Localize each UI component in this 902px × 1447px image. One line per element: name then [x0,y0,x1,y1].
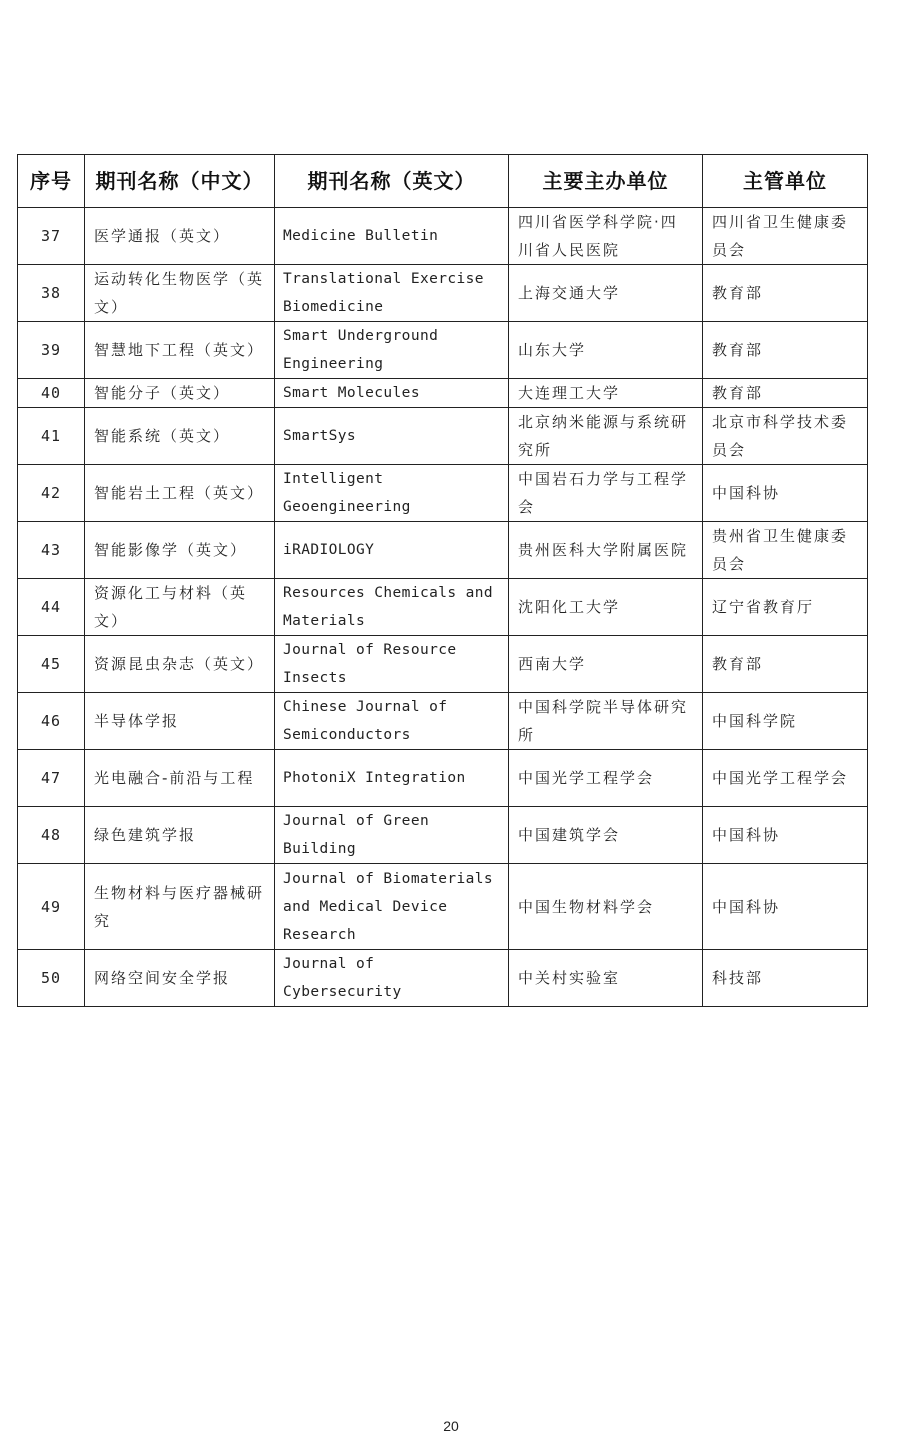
table-row [18,864,868,950]
cell-main-sponsor: 中国岩石力学与工程学会 [509,465,703,522]
cell-serial-number: 46 [18,693,85,750]
cell-main-sponsor: 北京纳米能源与系统研究所 [509,408,703,465]
table-row [18,379,868,408]
cell-main-sponsor: 大连理工大学 [509,379,703,408]
table-header-row [18,155,868,208]
cell-serial-number: 47 [18,750,85,807]
cell-serial-number: 44 [18,579,85,636]
table-row [18,579,868,636]
cell-journal-name-english: Journal of Cybersecurity [275,950,509,1007]
cell-main-sponsor: 中国生物材料学会 [509,864,703,950]
table-row [18,807,868,864]
cell-journal-name-english: Smart Molecules [275,379,509,408]
cell-journal-name-chinese: 半导体学报 [85,693,275,750]
cell-journal-name-english: SmartSys [275,408,509,465]
cell-supervising-unit: 北京市科学技术委员会 [703,408,868,465]
cell-supervising-unit: 辽宁省教育厅 [703,579,868,636]
cell-supervising-unit: 贵州省卫生健康委员会 [703,522,868,579]
header-serial-number: 序号 [18,155,85,208]
cell-supervising-unit: 教育部 [703,322,868,379]
cell-main-sponsor: 上海交通大学 [509,265,703,322]
cell-main-sponsor: 西南大学 [509,636,703,693]
cell-main-sponsor: 中国科学院半导体研究所 [509,693,703,750]
cell-supervising-unit: 中国科学院 [703,693,868,750]
cell-journal-name-english: Journal of Biomaterials and Medical Device Research [275,864,509,950]
cell-journal-name-chinese: 网络空间安全学报 [85,950,275,1007]
cell-main-sponsor: 中关村实验室 [509,950,703,1007]
cell-journal-name-chinese: 医学通报（英文） [85,208,275,265]
journal-table [17,154,868,1007]
table-row [18,750,868,807]
cell-serial-number: 38 [18,265,85,322]
table-row [18,522,868,579]
table-row [18,465,868,522]
cell-supervising-unit: 教育部 [703,265,868,322]
cell-journal-name-english: Translational Exercise Biomedicine [275,265,509,322]
cell-serial-number: 41 [18,408,85,465]
header-supervising-unit: 主管单位 [703,155,868,208]
cell-serial-number: 45 [18,636,85,693]
header-journal-name-english: 期刊名称（英文） [275,155,509,208]
header-main-sponsor: 主要主办单位 [509,155,703,208]
cell-supervising-unit: 教育部 [703,636,868,693]
cell-supervising-unit: 中国科协 [703,465,868,522]
table-row [18,322,868,379]
cell-journal-name-english: Intelligent Geoengineering [275,465,509,522]
table-row [18,208,868,265]
table-row [18,693,868,750]
cell-serial-number: 40 [18,379,85,408]
cell-journal-name-chinese: 资源化工与材料（英文） [85,579,275,636]
cell-supervising-unit: 中国科协 [703,807,868,864]
table-row [18,636,868,693]
cell-journal-name-english: Journal of Resource Insects [275,636,509,693]
cell-main-sponsor: 贵州医科大学附属医院 [509,522,703,579]
table-row [18,950,868,1007]
cell-journal-name-chinese: 智能分子（英文） [85,379,275,408]
table-row [18,408,868,465]
cell-journal-name-english: Resources Chemicals and Materials [275,579,509,636]
cell-journal-name-chinese: 智能系统（英文） [85,408,275,465]
cell-journal-name-chinese: 智能影像学（英文） [85,522,275,579]
cell-journal-name-chinese: 生物材料与医疗器械研究 [85,864,275,950]
cell-serial-number: 39 [18,322,85,379]
cell-journal-name-english: PhotoniX Integration [275,750,509,807]
cell-journal-name-chinese: 智慧地下工程（英文） [85,322,275,379]
cell-main-sponsor: 四川省医学科学院·四川省人民医院 [509,208,703,265]
cell-serial-number: 50 [18,950,85,1007]
cell-main-sponsor: 山东大学 [509,322,703,379]
cell-serial-number: 37 [18,208,85,265]
cell-serial-number: 43 [18,522,85,579]
cell-supervising-unit: 中国光学工程学会 [703,750,868,807]
cell-main-sponsor: 中国光学工程学会 [509,750,703,807]
cell-main-sponsor: 沈阳化工大学 [509,579,703,636]
header-journal-name-chinese: 期刊名称（中文） [85,155,275,208]
cell-main-sponsor: 中国建筑学会 [509,807,703,864]
cell-journal-name-english: Journal of Green Building [275,807,509,864]
cell-journal-name-english: Smart Underground Engineering [275,322,509,379]
table-body [18,208,868,1007]
cell-serial-number: 49 [18,864,85,950]
cell-journal-name-chinese: 智能岩土工程（英文） [85,465,275,522]
cell-journal-name-chinese: 光电融合-前沿与工程 [85,750,275,807]
cell-journal-name-chinese: 运动转化生物医学（英文） [85,265,275,322]
cell-serial-number: 42 [18,465,85,522]
cell-supervising-unit: 科技部 [703,950,868,1007]
cell-journal-name-chinese: 资源昆虫杂志（英文） [85,636,275,693]
table-row [18,265,868,322]
cell-supervising-unit: 教育部 [703,379,868,408]
cell-serial-number: 48 [18,807,85,864]
cell-supervising-unit: 四川省卫生健康委员会 [703,208,868,265]
cell-supervising-unit: 中国科协 [703,864,868,950]
page-number: 20 [443,1418,459,1434]
cell-journal-name-english: Chinese Journal of Semiconductors [275,693,509,750]
cell-journal-name-english: iRADIOLOGY [275,522,509,579]
cell-journal-name-english: Medicine Bulletin [275,208,509,265]
cell-journal-name-chinese: 绿色建筑学报 [85,807,275,864]
